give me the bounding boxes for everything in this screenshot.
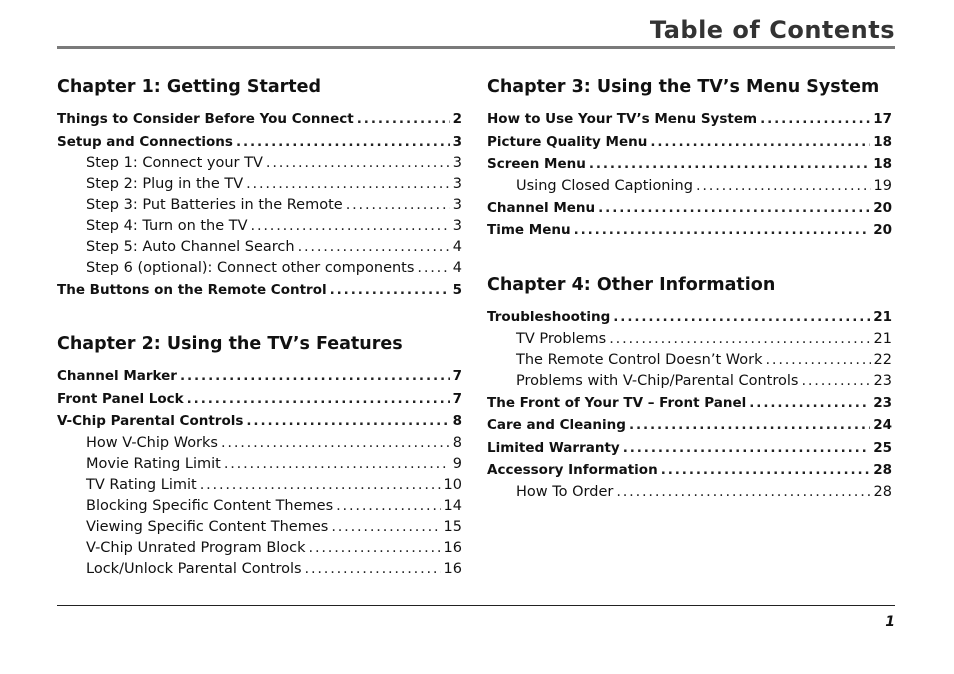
toc-entries <box>57 108 462 302</box>
toc-entry-page: 19 <box>873 177 892 194</box>
toc-entry-page: 28 <box>873 462 892 478</box>
toc-entry-label: Accessory Information <box>487 462 658 478</box>
toc-entry-label: Things to Consider Before You Connect <box>57 111 354 127</box>
toc-entry[interactable] <box>57 216 462 237</box>
dot-leader <box>246 410 449 433</box>
toc-entry[interactable] <box>57 195 462 216</box>
toc-entry-label: Care and Cleaning <box>487 417 626 433</box>
dot-leader <box>629 414 870 437</box>
dot-leader <box>616 482 870 503</box>
toc-entry-label: Step 4: Turn on the TV <box>86 218 248 234</box>
toc-entry-page: 7 <box>452 368 462 384</box>
dot-leader <box>357 108 450 131</box>
dot-leader <box>180 365 450 388</box>
toc-entry-page: 4 <box>452 239 462 255</box>
toc-entry-page: 23 <box>873 372 892 389</box>
dot-leader <box>765 350 870 371</box>
toc-entry-page: 3 <box>452 218 462 234</box>
toc-entry-label: The Buttons on the Remote Control <box>57 282 327 298</box>
toc-entry-page: 3 <box>452 155 462 171</box>
toc-entry-page: 3 <box>452 197 462 213</box>
toc-entry[interactable] <box>57 475 462 496</box>
dot-leader <box>749 392 870 415</box>
dot-leader <box>200 475 441 496</box>
toc-entry[interactable] <box>57 365 462 388</box>
dot-leader <box>298 237 450 258</box>
chapter-title: Chapter 2: Using the TV’s Features <box>57 334 403 354</box>
toc-entry-page: 28 <box>873 483 892 500</box>
toc-entry[interactable] <box>487 108 892 131</box>
toc-entry-page: 8 <box>452 413 462 429</box>
toc-entry-label: How V-Chip Works <box>86 434 218 451</box>
dot-leader <box>305 559 441 580</box>
dot-leader <box>224 454 450 475</box>
toc-entry[interactable] <box>487 329 892 350</box>
dot-leader <box>309 538 441 559</box>
toc-entry-page: 21 <box>873 330 892 347</box>
toc-entry-page: 16 <box>443 539 462 556</box>
toc-entry-page: 7 <box>452 390 462 407</box>
toc-entry[interactable] <box>487 219 892 242</box>
toc-entry-page: 25 <box>873 439 892 456</box>
toc-entry-label: The Remote Control Doesn’t Work <box>516 351 763 368</box>
toc-entry[interactable] <box>487 459 892 482</box>
toc-entry-page: 22 <box>873 351 892 368</box>
toc-entry[interactable] <box>57 517 462 538</box>
toc-entry-page: 18 <box>873 156 892 172</box>
toc-entry-page: 2 <box>452 111 462 127</box>
toc-entry-page: 3 <box>452 133 462 150</box>
page-title: Table of Contents <box>649 16 895 44</box>
toc-entry-label: Step 3: Put Batteries in the Remote <box>86 197 343 213</box>
toc-entry-label: How To Order <box>516 483 614 500</box>
toc-entry-label: Picture Quality Menu <box>487 133 648 150</box>
toc-entry[interactable] <box>57 258 462 279</box>
dot-leader <box>221 433 450 454</box>
toc-entry-label: Time Menu <box>487 222 571 238</box>
dot-leader <box>251 216 450 237</box>
dot-leader <box>266 153 450 174</box>
toc-entry-label: Lock/Unlock Parental Controls <box>86 560 302 577</box>
chapter-4 <box>487 272 892 503</box>
toc-entry-label: The Front of Your TV – Front Panel <box>487 394 747 411</box>
toc-entry-label: Step 1: Connect your TV <box>86 155 263 171</box>
toc-entry-label: Using Closed Captioning <box>516 177 693 194</box>
toc-entry-page: 16 <box>443 560 462 577</box>
dot-leader <box>598 197 870 220</box>
dot-leader <box>331 517 440 538</box>
toc-entry[interactable] <box>57 496 462 517</box>
toc-entry[interactable] <box>487 392 892 415</box>
page-number: 1 <box>885 614 895 630</box>
toc-entry[interactable] <box>487 176 892 197</box>
toc-entry[interactable] <box>487 350 892 371</box>
toc-entry-page: 17 <box>873 111 892 127</box>
toc-entry-label: Step 5: Auto Channel Search <box>86 239 295 255</box>
toc-entry-page: 24 <box>873 417 892 433</box>
toc-entry-page: 20 <box>873 222 892 238</box>
toc-entry-page: 5 <box>452 282 462 298</box>
bottom-rule <box>57 605 895 606</box>
toc-entry-label: Channel Menu <box>487 199 596 216</box>
toc-entry[interactable] <box>487 414 892 437</box>
toc-entry[interactable] <box>487 482 892 503</box>
toc-entry-label: Limited Warranty <box>487 439 620 456</box>
toc-entry[interactable] <box>487 437 892 460</box>
toc-entry-label: Blocking Specific Content Themes <box>86 497 334 514</box>
toc-entry-label: Channel Marker <box>57 368 177 384</box>
toc-entry-label: Front Panel Lock <box>57 390 184 407</box>
dot-leader <box>330 279 450 302</box>
toc-entry-page: 4 <box>452 260 462 276</box>
toc-entry-label: V-Chip Unrated Program Block <box>86 539 306 556</box>
toc-entry[interactable] <box>57 131 462 154</box>
toc-entry[interactable] <box>57 279 462 302</box>
dot-leader <box>623 437 870 460</box>
toc-entry-page: 18 <box>873 133 892 150</box>
toc-entry[interactable] <box>487 131 892 154</box>
chapter-title: Chapter 4: Other Information <box>487 275 776 295</box>
dot-leader <box>661 459 871 482</box>
toc-entry[interactable] <box>487 371 892 392</box>
toc-entries <box>487 108 892 242</box>
chapter-1 <box>57 74 462 302</box>
toc-entry[interactable] <box>57 559 462 580</box>
toc-entry-page: 9 <box>452 455 462 472</box>
toc-entry-page: 10 <box>443 476 462 493</box>
chapter-3 <box>487 74 892 242</box>
toc-entry-label: Viewing Specific Content Themes <box>86 518 329 535</box>
toc-entry-page: 3 <box>452 176 462 192</box>
toc-entry[interactable] <box>57 410 462 433</box>
dot-leader <box>760 108 870 131</box>
toc-entry-page: 21 <box>873 309 892 325</box>
dot-leader <box>609 329 870 350</box>
dot-leader <box>246 174 450 195</box>
chapter-2 <box>57 331 462 580</box>
top-rule <box>57 46 895 49</box>
chapter-title: Chapter 1: Getting Started <box>57 77 322 97</box>
chapter-title: Chapter 3: Using the TV’s Menu System <box>487 77 880 97</box>
toc-entry-label: Troubleshooting <box>487 309 611 325</box>
toc-entry[interactable] <box>57 153 462 174</box>
toc-entry-page: 23 <box>873 394 892 411</box>
toc-entry[interactable] <box>487 197 892 220</box>
toc-entry[interactable] <box>57 237 462 258</box>
toc-entry-label: Setup and Connections <box>57 133 233 150</box>
dot-leader <box>236 131 450 154</box>
dot-leader <box>696 176 871 197</box>
toc-entry-label: TV Problems <box>516 330 607 347</box>
toc-entry-page: 20 <box>873 199 892 216</box>
toc-entry-page: 14 <box>443 497 462 514</box>
dot-leader <box>574 219 871 242</box>
dot-leader <box>613 306 870 329</box>
toc-entry[interactable] <box>57 454 462 475</box>
dot-leader <box>417 258 449 279</box>
dot-leader <box>801 371 870 392</box>
toc-entry[interactable] <box>57 538 462 559</box>
toc-entry[interactable] <box>487 153 892 176</box>
toc-entry-label: V-Chip Parental Controls <box>57 413 244 429</box>
dot-leader <box>187 388 450 411</box>
dot-leader <box>336 496 440 517</box>
toc-entry-label: Step 2: Plug in the TV <box>86 176 244 192</box>
toc-entry-label: Problems with V-Chip/Parental Controls <box>516 372 799 389</box>
toc-entry[interactable] <box>57 108 462 131</box>
dot-leader <box>650 131 870 154</box>
toc-entry[interactable] <box>57 388 462 411</box>
toc-entry-label: Step 6 (optional): Connect other components <box>86 260 415 276</box>
toc-entries <box>487 306 892 503</box>
toc-entry-label: TV Rating Limit <box>86 476 197 493</box>
toc-entry-label: Movie Rating Limit <box>86 455 221 472</box>
dot-leader <box>589 153 870 176</box>
toc-entry-page: 15 <box>443 518 462 535</box>
toc-entry-label: How to Use Your TV’s Menu System <box>487 111 758 127</box>
toc-entry-label: Screen Menu <box>487 156 586 172</box>
toc-entry[interactable] <box>57 433 462 454</box>
toc-entry-page: 8 <box>452 434 462 451</box>
toc-entry[interactable] <box>57 174 462 195</box>
toc-entry[interactable] <box>487 306 892 329</box>
toc-entries <box>57 365 462 580</box>
dot-leader <box>346 195 450 216</box>
